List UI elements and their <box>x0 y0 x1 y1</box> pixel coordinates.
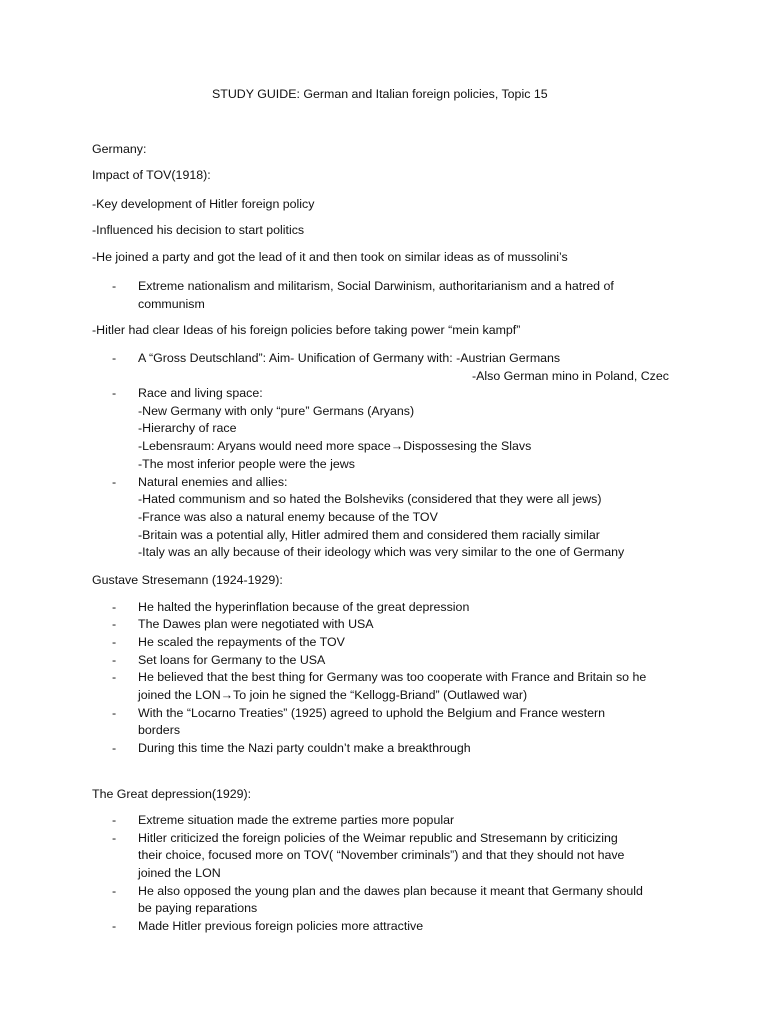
paragraph-line: -Influenced his decision to start politics <box>92 223 305 237</box>
bullet-line: -Italy was an ally because of their ideology which was very similar to the one of Germany <box>138 545 625 559</box>
section-heading-germany: Germany: <box>92 142 147 156</box>
section-heading-stresemann: Gustave Stresemann (1924-1929): <box>92 573 283 587</box>
paragraph-line: -He joined a party and got the lead of it and then took on similar ideas as of mussolini’s <box>92 250 568 264</box>
bullet-line: joined the LON <box>138 866 221 880</box>
bullet-dash: - <box>112 706 117 720</box>
bullet-dash: - <box>112 386 117 400</box>
bullet-line: be paying reparations <box>138 901 258 915</box>
bullet-dash: - <box>112 653 117 667</box>
bullet-dash: - <box>112 351 117 365</box>
bullet-line: joined the LON→To join he signed the “Kellogg-Briand” (Outlawed war) <box>138 688 528 702</box>
bullet-line: -The most inferior people were the jews <box>138 457 355 471</box>
bullet-line: He believed that the best thing for Germany was too cooperate with France and Britain so he <box>138 670 647 684</box>
bullet-line: A “Gross Deutschland”: Aim- Unification of Germany with: -Austrian Germans <box>138 351 561 365</box>
bullet-line: -Lebensraum: Aryans would need more space→Dispossesing the Slavs <box>138 439 532 453</box>
bullet-line: communism <box>138 297 205 311</box>
bullet-dash: - <box>112 831 117 845</box>
bullet-dash: - <box>112 635 117 649</box>
bullet-line: With the “Locarno Treaties” (1925) agreed to uphold the Belgium and France western <box>138 706 605 720</box>
bullet-line: He halted the hyperinflation because of the great depression <box>138 600 470 614</box>
paragraph-line: -Hitler had clear Ideas of his foreign policies before taking power “mein kampf” <box>92 323 521 337</box>
bullet-line: -New Germany with only “pure” Germans (Aryans) <box>138 404 415 418</box>
bullet-line: He scaled the repayments of the TOV <box>138 635 345 649</box>
bullet-line: their choice, focused more on TOV( “November criminals”) and that they should not have <box>138 848 625 862</box>
bullet-line: Hitler criticized the foreign policies of the Weimar republic and Stresemann by criticizing <box>138 831 618 845</box>
bullet-line: -Hated communism and so hated the Bolsheviks (considered that they were all jews) <box>138 492 602 506</box>
bullet-line: -Also German mino in Poland, Czec <box>472 369 669 383</box>
bullet-line: -Hierarchy of race <box>138 421 237 435</box>
bullet-line: Race and living space: <box>138 386 263 400</box>
document-title: STUDY GUIDE: German and Italian foreign policies, Topic 15 <box>212 87 548 101</box>
bullet-line: He also opposed the young plan and the dawes plan because it meant that Germany should <box>138 884 643 898</box>
bullet-line: The Dawes plan were negotiated with USA <box>138 617 374 631</box>
bullet-dash: - <box>112 475 117 489</box>
bullet-line: Natural enemies and allies: <box>138 475 288 489</box>
bullet-dash: - <box>112 670 117 684</box>
bullet-dash: - <box>112 919 117 933</box>
bullet-line: Made Hitler previous foreign policies more attractive <box>138 919 424 933</box>
bullet-dash: - <box>112 617 117 631</box>
bullet-line: borders <box>138 723 181 737</box>
bullet-line: Set loans for Germany to the USA <box>138 653 326 667</box>
bullet-dash: - <box>112 884 117 898</box>
bullet-dash: - <box>112 600 117 614</box>
bullet-line: Extreme nationalism and militarism, Social Darwinism, authoritarianism and a hatred of <box>138 279 614 293</box>
bullet-dash: - <box>112 741 117 755</box>
bullet-line: -Britain was a potential ally, Hitler admired them and considered them racially similar <box>138 528 600 542</box>
section-heading-depression: The Great depression(1929): <box>92 787 252 801</box>
bullet-dash: - <box>112 813 117 827</box>
subheading-impact-tov: Impact of TOV(1918): <box>92 168 211 182</box>
bullet-dash: - <box>112 279 117 293</box>
paragraph-line: -Key development of Hitler foreign policy <box>92 197 315 211</box>
bullet-line: During this time the Nazi party couldn’t make a breakthrough <box>138 741 471 755</box>
bullet-line: -France was also a natural enemy because of the TOV <box>138 510 438 524</box>
bullet-line: Extreme situation made the extreme parties more popular <box>138 813 455 827</box>
